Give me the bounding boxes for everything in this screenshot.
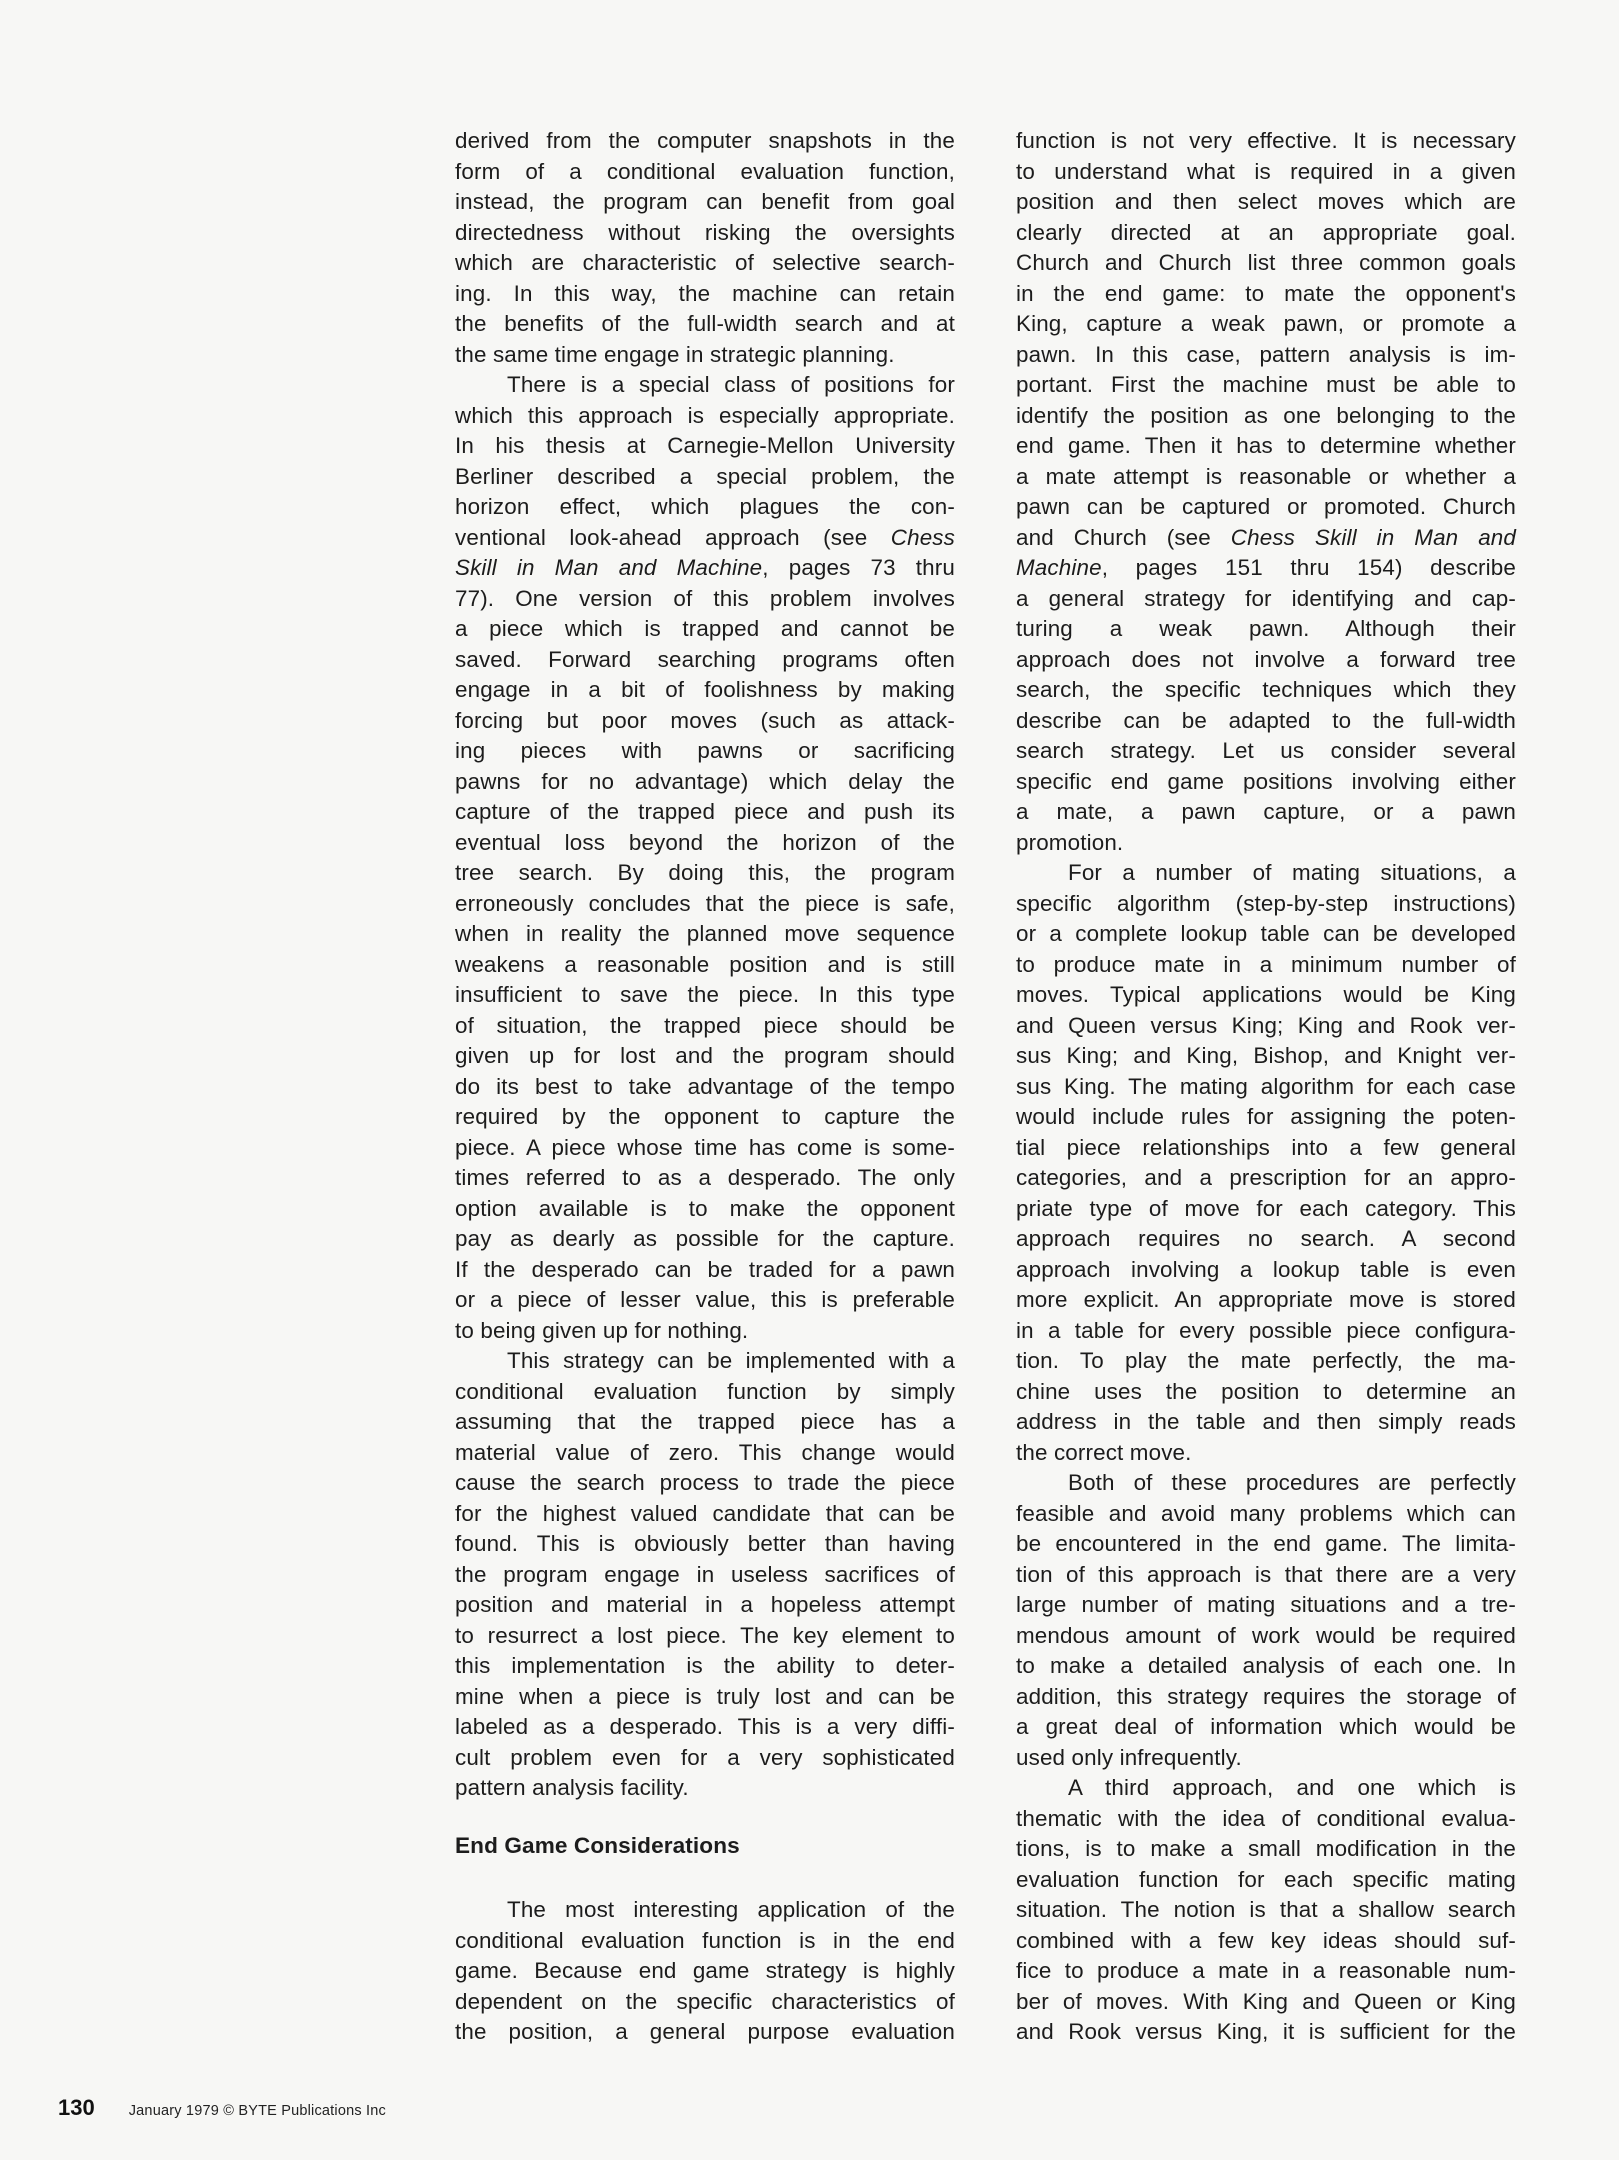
- text-line: pawn can be captured or promoted. Church: [1016, 494, 1516, 519]
- text-line: If the desperado can be traded for a pawn: [455, 1256, 955, 1282]
- text-line: to being given up for nothing.: [455, 1317, 749, 1343]
- text-line: dependent on the specific characteristics of: [455, 1988, 955, 2014]
- book-title-italic: Machine: [1016, 555, 1102, 580]
- text-line: the correct move.: [1016, 1439, 1192, 1465]
- text-line: turing a weak pawn. Although their: [1016, 616, 1516, 641]
- text-line: approach does not involve a forward tree: [1016, 646, 1516, 672]
- text-line: for the highest valued candidate that can be: [455, 1500, 955, 1526]
- text-line: insufficient to save the piece. In this type: [455, 982, 955, 1007]
- text-line: specific end game positions involving either: [1016, 768, 1516, 794]
- paragraph: [1016, 1468, 1516, 1773]
- text-line: mendous amount of work would be required: [1016, 1622, 1516, 1648]
- text-line: piece. A piece whose time has come is some-: [455, 1134, 955, 1160]
- text-line: derived from the computer snapshots in the: [455, 128, 955, 153]
- text-line: moves. Typical applications would be King: [1016, 982, 1516, 1007]
- text-line: times referred to as a desperado. The only: [455, 1165, 955, 1190]
- text-line: search, the specific techniques which they: [1016, 677, 1516, 702]
- text-line: 77). One version of this problem involves: [455, 585, 955, 611]
- text-line: assuming that the trapped piece has a: [455, 1409, 955, 1434]
- text-line: chine uses the position to determine an: [1016, 1378, 1516, 1404]
- text-line: would include rules for assigning the poten-: [1016, 1104, 1516, 1129]
- text-line: used only infrequently.: [1016, 1744, 1242, 1770]
- text-line: position and material in a hopeless attempt: [455, 1592, 955, 1617]
- text-line: pattern analysis facility.: [455, 1775, 689, 1800]
- text-line: form of a conditional evaluation function,: [455, 158, 955, 184]
- paragraph: [1016, 126, 1516, 858]
- text-line: a piece which is trapped and cannot be: [455, 616, 955, 641]
- text-line: found. This is obviously better than having: [455, 1531, 955, 1556]
- text-line: tial piece relationships into a few general: [1016, 1134, 1516, 1160]
- text-line: horizon effect, which plagues the con-: [455, 494, 955, 519]
- paragraph: [1016, 1773, 1516, 2048]
- text-line: clearly directed at an appropriate goal.: [1016, 219, 1516, 245]
- paragraph: [1016, 858, 1516, 1468]
- text-line: Skill in Man and Machine, pages 73 thru: [455, 555, 955, 580]
- text-line: more explicit. An appropriate move is stored: [1016, 1287, 1516, 1312]
- text-line: tion of this approach is that there are a very: [1016, 1561, 1516, 1587]
- text-line: pawn. In this case, pattern analysis is im-: [1016, 341, 1516, 367]
- section-heading: End Game Considerations: [455, 1832, 740, 1858]
- text-line: sus King. The mating algorithm for each case: [1016, 1073, 1516, 1099]
- book-title-italic: Chess: [890, 524, 955, 550]
- text-line: tion. To play the mate perfectly, the ma-: [1016, 1348, 1516, 1373]
- text-line: cult problem even for a very sophisticated: [455, 1744, 955, 1770]
- page-number: 130: [58, 2095, 95, 2120]
- text-line: do its best to take advantage of the tempo: [455, 1073, 955, 1099]
- paragraph: [455, 370, 955, 1346]
- text-line: evaluation function for each specific mating: [1016, 1866, 1516, 1892]
- text-line: situation. The notion is that a shallow search: [1016, 1897, 1516, 1922]
- text-line: specific algorithm (step-by-step instructions): [1016, 890, 1516, 916]
- text-line: instead, the program can benefit from goal: [455, 189, 955, 214]
- text-line: this implementation is the ability to deter-: [455, 1653, 955, 1678]
- text-line: portant. First the machine must be able to: [1016, 372, 1516, 397]
- text-line: sus King; and King, Bishop, and Knight ver-: [1016, 1043, 1516, 1068]
- book-title-italic: Chess Skill in Man and: [1230, 524, 1517, 550]
- text-line: and Church (see Chess Skill in Man and: [1016, 524, 1517, 550]
- text-line: the position, a general purpose evaluation: [455, 2019, 955, 2044]
- text-line: addition, this strategy requires the storage of: [1016, 1683, 1516, 1709]
- text-line: the same time engage in strategic planning.: [455, 341, 895, 367]
- text-line: mine when a piece is truly lost and can be: [455, 1683, 955, 1709]
- text-line: ber of moves. With King and Queen or King: [1016, 1988, 1516, 2014]
- text-line: identify the position as one belonging to the: [1016, 402, 1516, 428]
- text-line: labeled as a desperado. This is a very diffi-: [455, 1714, 955, 1739]
- text-line: tree search. By doing this, the program: [455, 860, 955, 885]
- right-text-column: [1016, 126, 1516, 2048]
- text-line: Machine, pages 151 thru 154) describe: [1016, 555, 1516, 580]
- text-line: cause the search process to trade the piece: [455, 1470, 955, 1495]
- text-line: King, capture a weak pawn, or promote a: [1016, 311, 1516, 336]
- text-line: option available is to make the opponent: [455, 1195, 955, 1221]
- text-line: conditional evaluation function is in the end: [455, 1927, 955, 1953]
- text-line: a great deal of information which would be: [1016, 1714, 1516, 1739]
- text-line: when in reality the planned move sequence: [455, 921, 955, 946]
- text-line: promotion.: [1016, 829, 1124, 855]
- text-line: to understand what is required in a given: [1016, 158, 1516, 184]
- text-line: in a table for every possible piece configura-: [1016, 1317, 1516, 1343]
- text-line: eventual loss beyond the horizon of the: [455, 829, 955, 855]
- text-line: fice to produce a mate in a reasonable num-: [1016, 1958, 1516, 1983]
- text-line: which this approach is especially appropriate.: [455, 402, 955, 428]
- text-line: Church and Church list three common goals: [1016, 250, 1516, 275]
- text-line: the benefits of the full-width search and at: [455, 311, 955, 336]
- text-line: and Queen versus King; King and Rook ver-: [1016, 1012, 1516, 1038]
- text-line: pawns for no advantage) which delay the: [455, 768, 955, 794]
- text-line: describe can be adapted to the full-width: [1016, 707, 1516, 733]
- text-line: to resurrect a lost piece. The key element to: [455, 1622, 955, 1648]
- text-line: given up for lost and the program should: [455, 1043, 955, 1068]
- text-line: saved. Forward searching programs often: [455, 646, 955, 672]
- text-line: end game. Then it has to determine whether: [1016, 433, 1516, 458]
- text-line: a mate attempt is reasonable or whether a: [1016, 463, 1516, 489]
- text-line: directedness without risking the oversights: [455, 219, 955, 245]
- text-line: feasible and avoid many problems which can: [1016, 1500, 1516, 1526]
- text-line: large number of mating situations and a tre-: [1016, 1592, 1516, 1617]
- text-line: to produce mate in a minimum number of: [1016, 951, 1516, 977]
- text-line: weakens a reasonable position and is still: [455, 951, 955, 977]
- text-line: thematic with the idea of conditional evalua-: [1016, 1805, 1516, 1831]
- text-line: tions, is to make a small modification in the: [1016, 1836, 1516, 1861]
- text-line: or a piece of lesser value, this is preferable: [455, 1287, 955, 1312]
- text-line: For a number of mating situations, a: [1068, 860, 1516, 885]
- paragraph: [455, 1346, 955, 1804]
- text-line: game. Because end game strategy is highly: [455, 1958, 955, 1983]
- text-line: and Rook versus King, it is sufficient for the: [1016, 2019, 1516, 2044]
- text-line: forcing but poor moves (such as attack-: [455, 707, 955, 733]
- text-line: conditional evaluation function by simply: [455, 1378, 955, 1404]
- text-line: ing pieces with pawns or sacrificing: [455, 738, 955, 763]
- text-line: combined with a few key ideas should suf-: [1016, 1927, 1516, 1953]
- text-line: a general strategy for identifying and cap-: [1016, 585, 1516, 611]
- text-line: ventional look-ahead approach (see Chess: [455, 524, 955, 550]
- page-footer: [58, 2095, 386, 2121]
- text-line: required by the opponent to capture the: [455, 1104, 955, 1129]
- text-line: address in the table and then simply reads: [1016, 1409, 1516, 1434]
- text-line: be encountered in the end game. The limita-: [1016, 1531, 1516, 1556]
- text-line: Both of these procedures are perfectly: [1068, 1470, 1516, 1495]
- paragraph: [455, 126, 955, 370]
- text-line: function is not very effective. It is necessary: [1016, 128, 1516, 153]
- text-line: or a complete lookup table can be developed: [1016, 921, 1516, 946]
- text-line: This strategy can be implemented with a: [507, 1348, 955, 1373]
- text-line: engage in a bit of foolishness by making: [455, 677, 955, 702]
- text-line: capture of the trapped piece and push its: [455, 799, 955, 824]
- text-line: position and then select moves which are: [1016, 189, 1516, 214]
- text-line: the program engage in useless sacrifices of: [455, 1561, 955, 1587]
- text-line: in the end game: to mate the opponent's: [1016, 280, 1516, 306]
- text-line: pay as dearly as possible for the capture.: [455, 1226, 955, 1251]
- text-line: The most interesting application of the: [507, 1897, 955, 1922]
- text-line: A third approach, and one which is: [1068, 1775, 1516, 1800]
- text-line: a mate, a pawn capture, or a pawn: [1016, 799, 1516, 824]
- book-title-italic: Skill in Man and Machine: [455, 555, 763, 580]
- text-line: approach involving a lookup table is even: [1016, 1256, 1516, 1282]
- text-line: categories, and a prescription for an appro-: [1016, 1165, 1516, 1190]
- text-line: Berliner described a special problem, the: [455, 463, 955, 489]
- text-line: search strategy. Let us consider several: [1016, 738, 1516, 763]
- text-line: priate type of move for each category. This: [1016, 1195, 1516, 1221]
- publication-credit: January 1979 © BYTE Publications Inc: [128, 2103, 386, 2119]
- text-line: ing. In this way, the machine can retain: [455, 280, 955, 306]
- text-line: which are characteristic of selective search-: [455, 250, 955, 275]
- text-line: approach requires no search. A second: [1016, 1226, 1516, 1251]
- text-line: erroneously concludes that the piece is safe,: [455, 890, 955, 916]
- text-line: of situation, the trapped piece should be: [455, 1012, 955, 1038]
- paragraph: [455, 1895, 955, 2048]
- text-line: material value of zero. This change would: [455, 1439, 955, 1465]
- text-line: There is a special class of positions for: [507, 372, 955, 397]
- text-line: In his thesis at Carnegie-Mellon University: [455, 433, 955, 458]
- left-text-column: [455, 126, 955, 2048]
- text-line: to make a detailed analysis of each one. In: [1016, 1653, 1516, 1678]
